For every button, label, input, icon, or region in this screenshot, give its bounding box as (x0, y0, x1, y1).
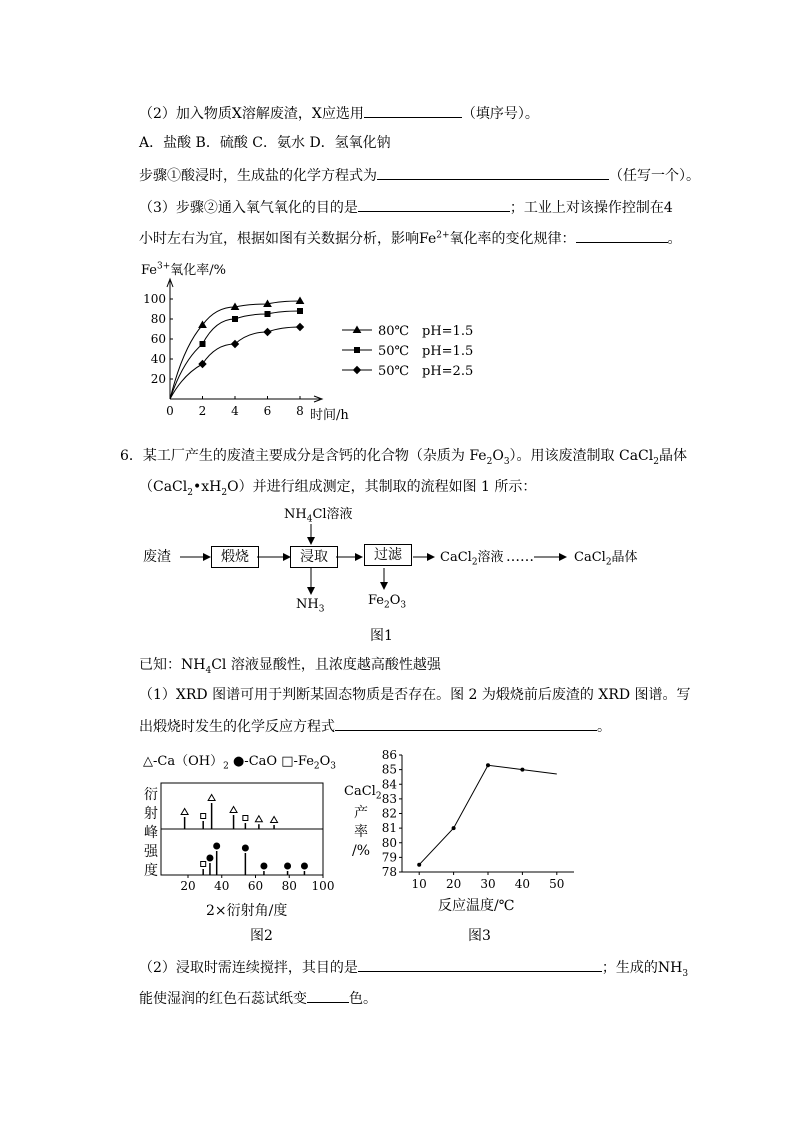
q6-s5: 2 (221, 487, 228, 498)
chart1-ylabel-a: Fe (141, 263, 158, 278)
fig3-ylabel-char: 率 (354, 824, 368, 840)
solid-s2: 3 (400, 600, 407, 611)
solid-b: O (389, 593, 401, 608)
q3-line1-text: （3）步骤②通入氧气氧化的目的是 (139, 200, 358, 216)
answer-blank[interactable] (364, 103, 462, 118)
square-marker (355, 348, 360, 353)
fig2-ylabel-char: 度 (144, 863, 158, 879)
x-tick-label: 40 (214, 879, 230, 893)
legend-ph: pH=1.5 (422, 344, 474, 359)
circle-marker (207, 855, 213, 861)
q6-2-line1-end: ；生成的NH (601, 960, 683, 976)
answer-blank[interactable] (377, 165, 609, 180)
triangle-marker (271, 817, 278, 823)
fig3-caption: 图3 (468, 928, 491, 944)
diamond-marker (354, 367, 361, 374)
q6-1-line2-end: 。 (597, 719, 611, 735)
y-tick-label: 86 (381, 748, 397, 762)
reagent-label (284, 506, 353, 524)
x-tick-label: 2 (198, 404, 207, 418)
legend-temp: 50℃ (378, 344, 410, 359)
triangle-marker (208, 795, 215, 801)
fig2-legend-s1: 2 (313, 761, 320, 772)
solid-s1: 2 (384, 600, 390, 611)
q2-line3-text: 步骤①酸浸时，生成盐的化学方程式为 (139, 168, 377, 184)
circle-marker (214, 843, 220, 849)
known-line (139, 656, 441, 674)
series-line (170, 327, 300, 399)
q6-2-line2-end: 色。 (349, 991, 377, 1007)
circle-marker (301, 863, 307, 869)
fig2-ylabel-char: 射 (144, 806, 158, 822)
out2-s: 2 (605, 557, 612, 568)
x-tick-label: 0 (166, 404, 174, 418)
diamond-marker (199, 361, 206, 368)
square-marker (298, 309, 303, 314)
chart1-ylabel-b: 氧化率/% (170, 263, 227, 278)
legend-ph: pH=1.5 (422, 324, 474, 339)
flow-step-filter: 过滤 (364, 544, 412, 566)
y-tick-label: 81 (381, 821, 397, 836)
square-marker (201, 862, 206, 867)
q6-t5: （CaCl (139, 479, 188, 495)
q6-s2: 3 (503, 456, 510, 467)
triangle-marker (181, 809, 188, 815)
gas-s: 3 (318, 604, 325, 615)
flow-dots: …… (506, 549, 534, 565)
flow-step-calcine: 煅烧 (211, 546, 259, 568)
fig2-legend-b: ●-CaO (232, 754, 278, 769)
data-point (452, 826, 456, 830)
y-tick-label: 20 (150, 372, 166, 386)
fig2-legend (143, 753, 336, 771)
known-a: 已知：NH (139, 657, 206, 673)
xrd-chart (160, 780, 340, 900)
reagent-b: Cl溶液 (312, 507, 353, 522)
answer-blank[interactable] (358, 957, 602, 972)
fig2-xlabel: 2×衍射角/度 (206, 903, 288, 919)
gas-a: NH (296, 597, 319, 612)
q2-line1 (139, 103, 539, 123)
x-tick-label: 50 (549, 877, 565, 891)
fig3-ylabel-text: CaCl (344, 784, 376, 799)
fig3-ylabel-sub: 2 (375, 791, 382, 802)
circle-marker (261, 863, 267, 869)
q6-1-line2 (139, 716, 611, 736)
x-tick-label: 30 (480, 877, 496, 891)
q3-line2-text-b: 氧化率的变化规律： (449, 231, 576, 247)
y-tick-label: 83 (381, 791, 397, 806)
y-tick-label: 85 (381, 762, 397, 777)
out2-a: CaCl (574, 550, 606, 565)
q6-t4: 晶体 (658, 448, 687, 464)
square-marker (243, 816, 248, 821)
q3-line2 (139, 228, 682, 248)
reagent-a: NH (284, 507, 307, 522)
y-tick-label: 80 (150, 312, 166, 326)
known-s: 4 (205, 665, 212, 676)
y-tick-label: 60 (150, 332, 166, 346)
q6-s1: 2 (486, 456, 493, 467)
q6-t1: 6．某工厂产生的废渣主要成分是含钙的化合物（杂质为 Fe (120, 448, 487, 464)
flow-step-leach: 浸取 (290, 546, 338, 568)
solid-a: Fe (368, 593, 385, 608)
x-tick-label: 4 (231, 404, 239, 418)
q3-sup: 2+ (436, 230, 450, 241)
fig2-ylabel-char: 强 (144, 844, 158, 860)
flow-start: 废渣 (143, 549, 171, 565)
fig2-legend-c: □-Fe (281, 754, 314, 769)
x-tick-label: 40 (514, 877, 531, 891)
q6-2-line1 (139, 957, 688, 977)
triangle-marker (230, 807, 237, 813)
x-tick-label: 6 (263, 404, 272, 418)
legend-ph: pH=2.5 (422, 364, 474, 379)
data-point (417, 863, 421, 867)
series-line (170, 311, 300, 399)
fig3-ylabel-char: /% (351, 843, 371, 859)
fig3-ylabel-char: 产 (354, 805, 368, 821)
answer-blank[interactable] (358, 197, 510, 212)
fig3-xlabel: 反应温度/℃ (438, 898, 515, 914)
q6-line2 (139, 478, 536, 496)
x-tick-label: 10 (411, 877, 427, 891)
circle-marker (242, 845, 248, 851)
flow-diagram-arrows (130, 500, 670, 640)
flow-gas (296, 596, 324, 614)
out1-b: 溶液 (477, 550, 504, 565)
data-point (520, 768, 524, 772)
fig2-legend-d: O (319, 754, 331, 769)
circle-marker (285, 863, 291, 869)
diamond-marker (297, 324, 304, 331)
flow-out2 (574, 549, 638, 567)
y-tick-label: 84 (381, 777, 397, 792)
known-b: Cl 溶液显酸性，且浓度越高酸性越强 (211, 657, 441, 673)
q3-line2-text: 小时左右为宜，根据如图有关数据分析，影响Fe (139, 231, 437, 247)
x-tick-label: 100 (311, 879, 335, 893)
square-marker (200, 342, 205, 347)
q3-line1-end: ；工业上对该操作控制在4 (509, 200, 673, 216)
fig2-ylabel-char: 峰 (144, 825, 158, 841)
q6-t3: ）。用该废渣制取 CaCl (509, 448, 654, 464)
y-tick-label: 40 (150, 352, 166, 366)
q3-line1 (139, 197, 673, 217)
square-marker (201, 814, 206, 819)
x-tick-label: 60 (247, 879, 264, 893)
fig2-ylabel-char: 衍 (144, 787, 158, 803)
y-tick-label: 82 (381, 806, 397, 821)
out1-a: CaCl (440, 550, 472, 565)
fig2-legend-s: 2 (223, 761, 229, 772)
legend-temp: 50℃ (378, 364, 410, 379)
triangle-marker (255, 816, 262, 822)
fig2-legend-a: △-Ca（OH） (143, 754, 224, 769)
y-tick-label: 80 (381, 835, 397, 850)
fig3-ylabel (350, 804, 372, 861)
q6-s4: 2 (187, 487, 193, 498)
triangle-marker (297, 298, 304, 304)
y-tick-label: 78 (381, 865, 397, 879)
fig2-legend-s2: 3 (330, 761, 337, 772)
reagent-s: 4 (306, 514, 313, 525)
yield-line (419, 765, 557, 864)
series-line (170, 301, 300, 399)
q6-t7: O）并进行组成测定，其制取的流程如图 1 所示： (227, 479, 537, 495)
square-marker (233, 317, 238, 322)
data-point (486, 763, 490, 767)
legend-temp: 80℃ (378, 324, 410, 339)
q2-line1-text: （2）加入物质X溶解废渣，X应选用 (139, 106, 364, 122)
diamond-marker (264, 329, 271, 336)
x-tick-label: 20 (180, 879, 196, 893)
q6-1-line1: （1）XRD 图谱可用于判断某固态物质是否存在。图 2 为煅烧前后废渣的 XRD 图谱。写 (139, 687, 691, 703)
x-axis-label: 时间/h (310, 408, 349, 423)
yield-chart (370, 745, 585, 895)
q6-1-line2-text: 出煅烧时发生的化学反应方程式 (139, 719, 335, 735)
q2-line1-end: （填序号）。 (461, 106, 539, 122)
q6-s3: 2 (653, 456, 659, 467)
q6-2-line2 (139, 988, 377, 1008)
q6-2-sub: 3 (682, 968, 689, 979)
fig1-caption: 图1 (370, 628, 393, 644)
fig2-caption: 图2 (250, 928, 273, 944)
oxidation-rate-chart (130, 275, 490, 425)
q6-t6: •xH (192, 479, 222, 495)
q2-line3-end: （任写一个）。 (609, 168, 700, 184)
x-tick-label: 20 (445, 877, 462, 891)
answer-blank[interactable] (307, 988, 349, 1003)
y-tick-label: 79 (381, 850, 397, 865)
answer-blank[interactable] (576, 228, 668, 243)
x-tick-label: 80 (281, 879, 297, 893)
q6-2-line1-text: （2）浸取时需连续搅拌，其目的是 (139, 960, 358, 976)
out2-b: 晶体 (611, 550, 638, 565)
x-tick-label: 8 (296, 404, 304, 418)
q6-2-line2-text: 能使湿润的红色石蕊试纸变 (139, 991, 307, 1007)
chart1-ylabel-sup: 3+ (157, 261, 171, 272)
out1-s: 2 (471, 557, 478, 568)
answer-blank[interactable] (335, 716, 597, 731)
flow-out1 (440, 549, 504, 567)
q2-options: A．盐酸 B．硫酸 C．氨水 D．氢氧化钠 (139, 135, 391, 151)
flow-solid (368, 592, 406, 610)
q6-line1 (120, 447, 687, 465)
fig2-ylabel (143, 786, 159, 881)
y-tick-label: 100 (143, 292, 166, 306)
q3-line2-end: 。 (667, 231, 682, 247)
q2-line3 (139, 165, 700, 185)
q6-t2: O (492, 448, 504, 464)
square-marker (265, 312, 270, 317)
